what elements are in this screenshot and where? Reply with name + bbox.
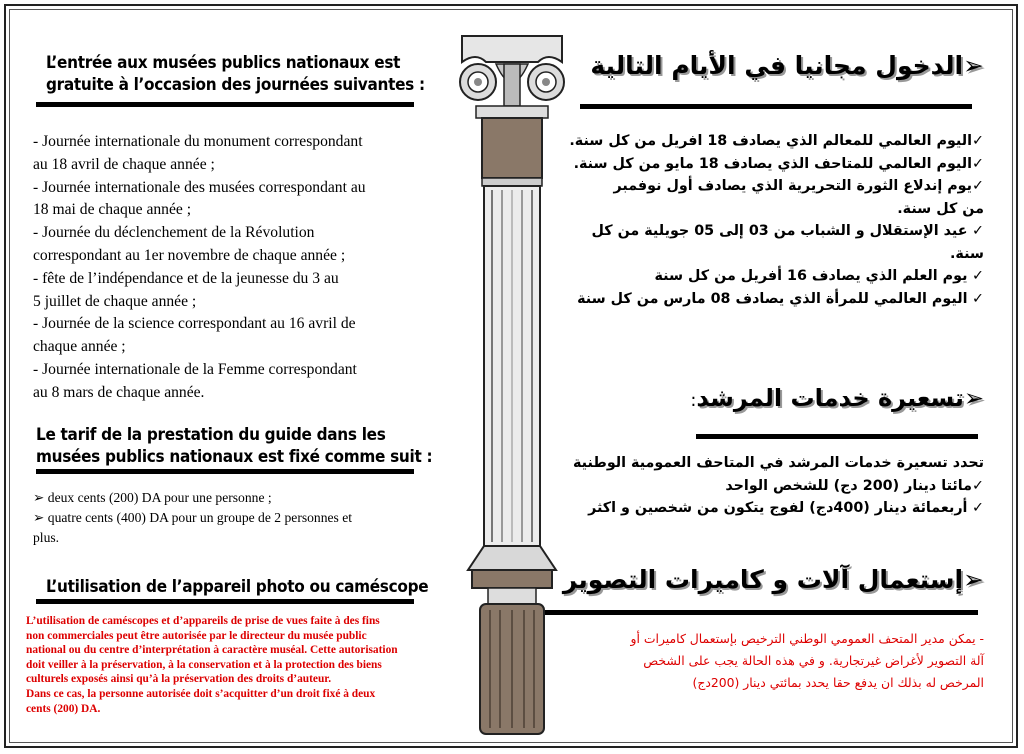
fr-heading-rule (36, 599, 414, 604)
check-arrow-icon: ✓ (967, 268, 984, 284)
fr-heading-photo: L’utilisation de l’appareil photo ou caméscope (46, 577, 429, 597)
ar-heading-rule (580, 104, 972, 109)
fr-heading-rule (36, 469, 414, 474)
check-arrow-icon: ✓ (967, 290, 984, 307)
list-item: تحدد تسعيرة خدمات المرشد في المتاحف العمومية الوطنية (573, 455, 984, 471)
check-arrow-icon: ➢ (963, 51, 984, 80)
check-arrow-icon: ✓ (972, 477, 984, 494)
fr-heading-guide-tariff: Le tarif de la prestation du guide dans les musées publics nationaux est fixé comme suit : (36, 425, 433, 467)
check-arrow-icon: ✓ (972, 155, 984, 172)
fr-heading-rule (36, 102, 414, 107)
fr-heading-free-entry: L’entrée aux musées publics nationaux est gratuite à l’occasion des journées suivantes : (46, 53, 425, 95)
list-item: ✓يوم إندلاع الثورة التحريرية الذي يصادف أول نوفمبر (613, 178, 984, 194)
check-arrow-icon: ✓ (972, 133, 984, 149)
fr-photo-text: L’utilisation de caméscopes et d’appareils de prise de vues faite à des fins non commerciales peut être autorisée par le directeur du musée public national ou du centre d’interprétation à caractère muséal. Cette autorisation doit veiller à la préservation, à la conservation et à la protection des biens culturels exposés ainsi qu’à la préservation des droits d’auteur. Dans ce cas, la personne autorisée doit s’acquitter d’un droit fixé à deux cents (200) DA. (26, 615, 398, 715)
ar-heading-photo: ➢إستعمال آلات و كاميرات التصوير (562, 565, 984, 594)
ar-heading-rule (545, 610, 978, 615)
list-item: ➢ quatre cents (400) DA pour un groupe de 2 personnes et (33, 510, 353, 525)
ar-heading-guide-tariff: ➢تسعيرة خدمات المرشد: (690, 384, 984, 412)
list-item: 5 juillet de chaque année ; (33, 292, 197, 310)
list-item: - fête de l’indépendance et de la jeunesse du 3 au (33, 269, 339, 287)
list-item: - Journée internationale du monument correspondant (33, 133, 363, 150)
list-item: من كل سنة. (897, 200, 984, 217)
list-item: ✓ يوم العلم الذي يصادف 16 أفريل من كل سنة (654, 268, 984, 284)
list-item: - Journée du déclenchement de la Révolution (33, 224, 315, 242)
list-item: 18 mai de chaque année ; (33, 201, 192, 219)
list-item: plus. (33, 530, 60, 545)
check-arrow-icon: ✓ (972, 178, 984, 194)
list-item: au 8 mars de chaque année. (33, 383, 205, 401)
list-item: ✓اليوم العالمي للمتاحف الذي يصادف 18 مايو من كل سنة. (573, 155, 984, 172)
ar-tariff-list (534, 452, 984, 520)
fr-tariff-list (33, 488, 443, 548)
list-item: ✓ عيد الإستقلال و الشباب من 03 إلى 05 جويلية من كل (591, 223, 984, 239)
list-item: ✓ اليوم العالمي للمرأة الذي يصادف 08 مارس من كل سنة (577, 290, 984, 307)
check-arrow-icon: ➢ (963, 384, 984, 412)
fr-free-days-list (33, 131, 451, 405)
check-arrow-icon: ✓ (967, 223, 984, 239)
list-item: ✓مائتا دينار (200 دج) للشخص الواحد (725, 477, 984, 494)
check-arrow-icon: ➢ (963, 565, 984, 594)
list-item: ➢ deux cents (200) DA pour une personne ; (33, 490, 272, 505)
check-arrow-icon: ✓ (967, 500, 984, 516)
list-item: au 18 avril de chaque année ; (33, 155, 215, 173)
list-item: ✓ أربعمائة دينار (400دج) لفوج يتكون من شخصين و اكثر (588, 500, 984, 516)
ar-free-days-list (534, 130, 984, 310)
list-item: ✓اليوم العالمي للمعالم الذي يصادف 18 افريل من كل سنة. (569, 133, 984, 149)
list-item: سنة. (950, 245, 984, 262)
list-item: chaque année ; (33, 338, 126, 356)
list-item: - Journée internationale des musées correspondant au (33, 178, 366, 196)
ar-photo-text: - يمكن مدير المتحف العمومي الوطني الترخيص بإستعمال كاميرات أو آلة التصوير لأغراض غيرتجارية. و في هذه الحالة يجب على الشخص المرخص له بذلك ان يدفع حقا يحدد بمائتي دينار (200دج) (630, 631, 984, 690)
list-item: - Journée internationale de la Femme correspondant (33, 360, 357, 378)
list-item: - Journée de la science correspondant au 16 avril de (33, 315, 356, 333)
list-item: correspondant au 1er novembre de chaque année ; (33, 246, 346, 264)
ar-heading-rule (696, 434, 978, 439)
ar-heading-free-entry: ➢الدخول مجانيا في الأيام التالية (590, 51, 984, 80)
